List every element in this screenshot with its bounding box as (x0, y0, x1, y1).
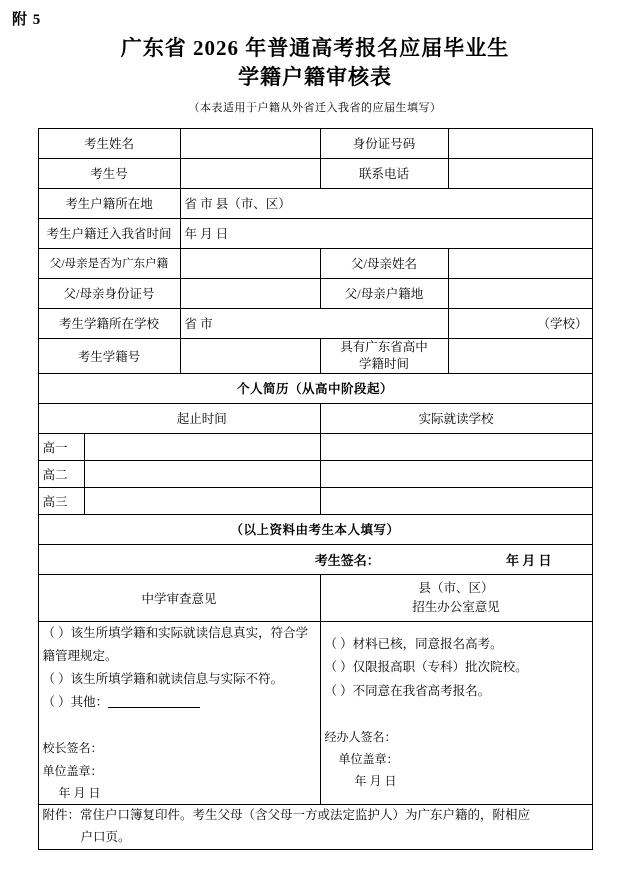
label-household-move-date: 考生户籍迁入我省时间 (38, 218, 180, 248)
table-row (38, 308, 592, 338)
label-name: 考生姓名 (38, 128, 180, 158)
resume-grade-2: 高二 (38, 460, 84, 487)
field-name[interactable] (180, 128, 320, 158)
student-sign-date[interactable]: 年 月 日 (505, 552, 552, 568)
bureau-sign-date[interactable]: 年 月 日 (354, 774, 397, 789)
school-opinion-option-3-label: （ ）其他： (42, 695, 109, 710)
field-gd-highschool-period[interactable] (448, 338, 592, 373)
field-school-location[interactable]: 省 市 (180, 308, 448, 338)
resume-time-2[interactable] (84, 460, 320, 487)
label-gd-highschool-period-line2: 学籍时间 (358, 356, 409, 371)
footnote (38, 804, 592, 849)
label-gd-highschool-period (320, 338, 448, 373)
label-household-location: 考生户籍所在地 (38, 188, 180, 218)
principal-sign-label: 校长签名： (42, 741, 103, 756)
resume-title: 个人简历（从高中阶段起） (38, 373, 592, 403)
label-parent-household: 父/母亲户籍地 (320, 278, 448, 308)
footnote-row (38, 804, 592, 849)
declaration-note-row (38, 514, 592, 544)
declaration-note: （以上资料由考生本人填写） (38, 514, 592, 544)
field-parent-name[interactable] (448, 248, 592, 278)
footnote-text-line2: 户口页。 (80, 829, 131, 844)
resume-table (38, 403, 593, 575)
table-row (38, 338, 592, 373)
school-opinion-option-1[interactable]: （ ）该生所填学籍和实际就读信息真实，符合学籍管理规定。 (42, 625, 309, 663)
resume-grade-1: 高一 (38, 433, 84, 460)
student-info-table (38, 128, 593, 404)
table-row (38, 248, 592, 278)
label-phone: 联系电话 (320, 158, 448, 188)
table-row (38, 433, 592, 460)
bureau-opinion-header-line1: 县（市、区） (418, 580, 494, 595)
school-sign-date[interactable]: 年 月 日 (58, 785, 101, 800)
school-opinion-body (38, 621, 320, 804)
resume-school-3[interactable] (320, 487, 592, 514)
bureau-opinion-option-2[interactable]: （ ）仅限报高职（专科）批次院校。 (324, 660, 528, 675)
page-title-line1: 广东省 2026 年普通高考报名应届毕业生 (120, 36, 510, 60)
bureau-sign-block (325, 707, 588, 793)
table-row (38, 158, 592, 188)
table-row (38, 218, 592, 248)
footnote-text-line1: 常住户口簿复印件。考生父母（含父母一方或法定监护人）为广东户籍的，附相应 (80, 807, 531, 822)
field-household-move-date[interactable]: 年 月 日 (180, 218, 592, 248)
field-student-status-number[interactable] (180, 338, 320, 373)
declaration-sign (38, 544, 592, 574)
attachment-label: 附 5 (12, 12, 42, 28)
label-parent-is-guangdong: 父/母亲是否为广东户籍 (38, 248, 180, 278)
label-exam-number: 考生号 (38, 158, 180, 188)
resume-school-1[interactable] (320, 433, 592, 460)
opinions-table (38, 574, 593, 850)
field-household-location[interactable]: 省 市 县（市、区） (180, 188, 592, 218)
resume-header-blank (38, 403, 84, 433)
label-parent-name: 父/母亲姓名 (320, 248, 448, 278)
bureau-opinion-option-3[interactable]: （ ）不同意在我省高考报名。 (324, 683, 491, 698)
school-opinion-option-2[interactable]: （ ）该生所填学籍和就读信息与实际不符。 (42, 671, 284, 686)
label-parent-id-number: 父/母亲身份证号 (38, 278, 180, 308)
field-phone[interactable] (448, 158, 592, 188)
resume-col-time: 起止时间 (84, 403, 320, 433)
table-row (38, 278, 592, 308)
resume-time-3[interactable] (84, 487, 320, 514)
bureau-seal-label: 单位盖章： (338, 751, 399, 766)
field-parent-is-guangdong[interactable] (180, 248, 320, 278)
resume-school-2[interactable] (320, 460, 592, 487)
student-sign-label: 考生签名： (314, 552, 380, 568)
handler-sign-label: 经办人签名： (324, 729, 397, 744)
label-school-location: 考生学籍所在学校 (38, 308, 180, 338)
table-row (38, 621, 592, 804)
bureau-opinion-body (320, 621, 592, 804)
school-opinion-option-3[interactable] (43, 691, 316, 714)
label-id-number: 身份证号码 (320, 128, 448, 158)
resume-time-1[interactable] (84, 433, 320, 460)
table-row (38, 128, 592, 158)
table-header-row (38, 574, 592, 621)
field-parent-id-number[interactable] (180, 278, 320, 308)
resume-col-school: 实际就读学校 (320, 403, 592, 433)
footnote-label: 附件： (42, 807, 81, 822)
resume-grade-3: 高三 (38, 487, 84, 514)
school-opinion-header: 中学审查意见 (38, 574, 320, 621)
school-sign-block (43, 718, 316, 804)
field-parent-household[interactable] (448, 278, 592, 308)
label-gd-highschool-period-line1: 具有广东省高中 (340, 339, 428, 354)
bureau-opinion-option-1[interactable]: （ ）材料已核，同意报名高考。 (324, 637, 503, 652)
bureau-opinion-header-line2: 招生办公室意见 (412, 599, 500, 614)
table-row (38, 487, 592, 514)
label-student-status-number: 考生学籍号 (38, 338, 180, 373)
table-row (38, 460, 592, 487)
school-seal-label: 单位盖章： (42, 763, 103, 778)
page-subtitle: （本表适用于户籍从外省迁入我省的应届生填写） (188, 101, 442, 114)
field-exam-number[interactable] (180, 158, 320, 188)
resume-title-row (38, 373, 592, 403)
label-school-suffix: （学校） (448, 308, 592, 338)
declaration-sign-row (38, 544, 592, 574)
school-opinion-other-input[interactable] (108, 707, 200, 708)
field-id-number[interactable] (448, 128, 592, 158)
table-row (38, 188, 592, 218)
bureau-opinion-header (320, 574, 592, 621)
title-block (0, 0, 630, 115)
table-header-row (38, 403, 592, 433)
page-title-line2: 学籍户籍审核表 (238, 64, 392, 89)
